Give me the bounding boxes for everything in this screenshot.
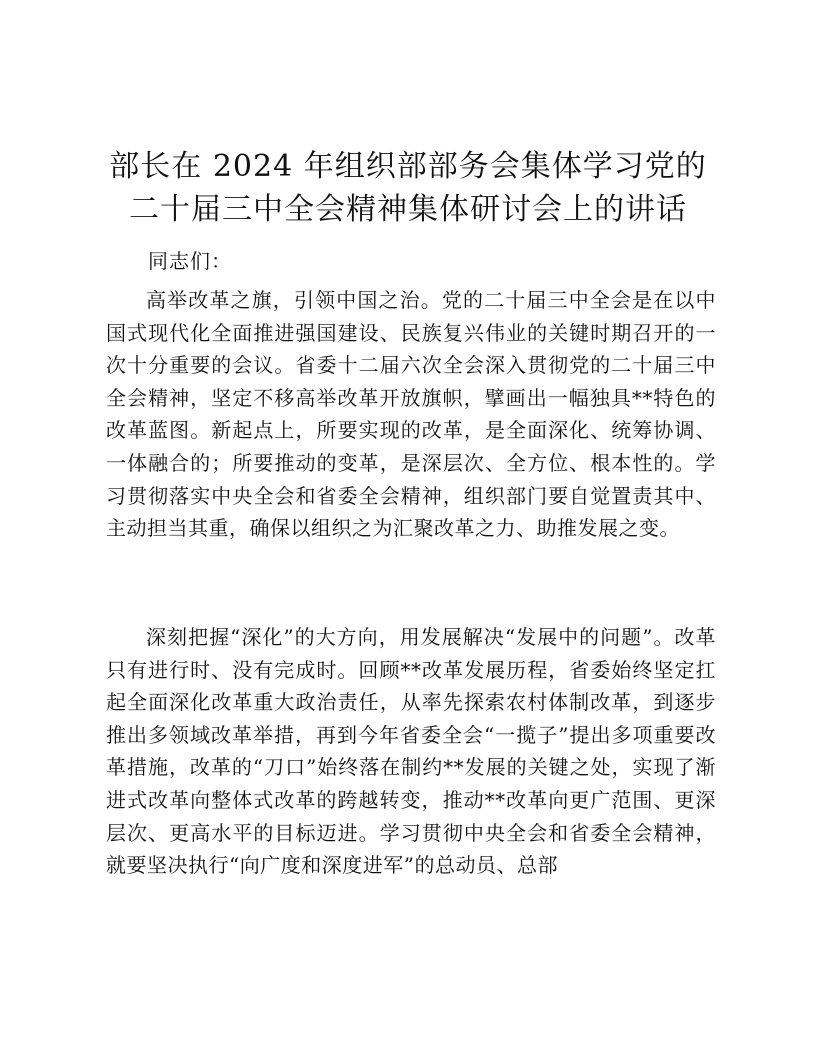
body-paragraph-2: 深刻把握“深化”的大方向，用发展解决“发展中的问题”。改革只有进行时、没有完成时。回顾**改革发展历程，省委始终坚定扛起全面深化改革重大政治责任，从率先探索农村体制改革，到逐步推出多领域改革举措，再到今年省委全会“一揽子”提出多项重要改革措施，改革的“刀口”始终落在制约**发展的关键之处，实现了渐进式改革向整体式改革的跨越转变，推动**改革向更广范围、更深层次、更高水平的目标迈进。学习贯彻中央全会和省委全会精神，就要坚决执行“向广度和深度进军”的总动员、总部 <box>106 625 716 878</box>
salutation: 同志们： <box>148 249 232 273</box>
document-title: 部长在 2024 年组织部部务会集体学习党的二十届三中全会精神集体研讨会上的讲话 <box>109 149 707 227</box>
body-paragraph-1: 高举改革之旗，引领中国之治。党的二十届三中全会是在以中国式现代化全面推进强国建设、民族复兴伟业的关键时期召开的一次十分重要的会议。省委十二届六次全会深入贯彻党的二十届三中全会精神，坚定不移高举改革开放旗帜，擘画出一幅独具**特色的改革蓝图。新起点上，所要实现的改革，是全面深化、统筹协调、一体融合的；所要推动的变革，是深层次、全方位、根本性的。学习贯彻落实中央全会和省委全会精神，组织部门要自觉置责其中、主动担当其重，确保以组织之为汇聚改革之力、助推发展之变。 <box>106 288 716 541</box>
